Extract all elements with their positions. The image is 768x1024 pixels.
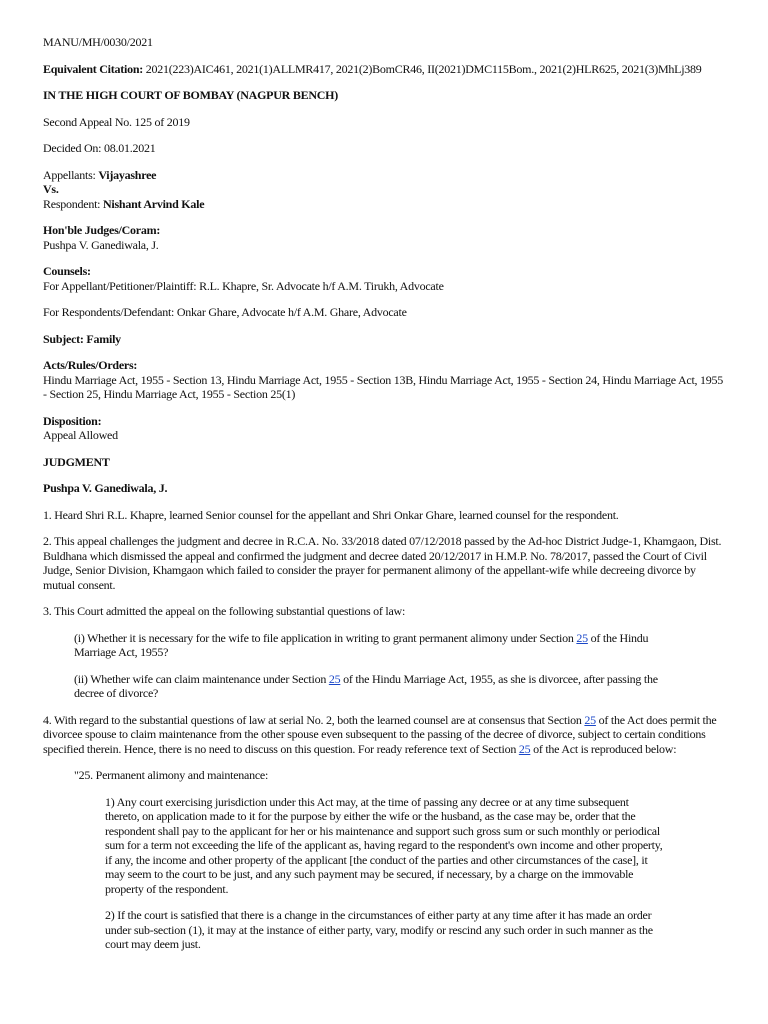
judges-block [43,223,727,252]
decided-on-date: Decided On: 08.01.2021 [43,141,156,155]
question-1-text-b: of the Hindu Marriage Act, 1955? [74,630,649,659]
paragraph-3: 3. This Court admitted the appeal on the following substantial questions of law: [43,604,406,618]
question-1-text-a: (i) Whether it is necessary for the wife to file application in writing to grant permanent alimony under Section [74,630,577,645]
judges-label: Hon'ble Judges/Coram: [43,223,161,237]
acts-label: Acts/Rules/Orders: [43,358,138,372]
paragraph-4-text-c: of the Act is reproduced below: [530,741,677,756]
respondent-counsel: For Respondents/Defendant: Onkar Ghare, Advocate h/f A.M. Ghare, Advocate [43,305,407,319]
section-25-link[interactable]: 25 [518,741,531,756]
appellants-label: Appellants: [43,167,99,182]
appellant-counsel: For Appellant/Petitioner/Plaintiff: R.L. Khapre, Sr. Advocate h/f A.M. Tirukh, Advocate [43,278,444,293]
acts-value: Hindu Marriage Act, 1955 - Section 13, Hindu Marriage Act, 1955 - Section 13B, Hindu Marriage Act, 1955 - Section 24, Hindu Marriage Act, 1955 - Section 25, Hindu Marriage Act, 1955 - Section 25(1) [43,372,724,401]
equivalent-citation [43,62,727,77]
parties-block [43,168,727,212]
paragraph-1: 1. Heard Shri R.L. Khapre, learned Senior counsel for the appellant and Shri Onkar Ghare, learned counsel for the respondent. [43,507,619,522]
disposition-value: Appeal Allowed [43,428,118,442]
quote-subsection-2: 2) If the court is satisfied that there is a change in the circumstances of either party at any time after it has made an order under sub-section (1), it may at the instance of either party, vary, modify or rescind any such order in such manner as the court may deem just. [105,908,653,951]
disposition-label: Disposition: [43,413,102,428]
acts-block [43,358,727,402]
paragraph-4-text-b: of the Act does permit the divorcee spouse to claim maintenance from the other spouse even subsequent to the passing of the decree of divorce, subject to certain conditions specified therein. Hence, there is no need to discuss on this question. For ready reference text of Section [43,712,717,756]
respondent-name: Nishant Arvind Kale [103,196,205,211]
judgment-document [43,35,727,964]
question-1 [74,631,684,660]
quote-heading: "25. Permanent alimony and maintenance: [74,768,269,782]
judges-value: Pushpa V. Ganediwala, J. [43,237,159,252]
judgment-heading: JUDGMENT [43,454,110,469]
paragraph-2: 2. This appeal challenges the judgment and decree in R.C.A. No. 33/2018 dated 07/12/2018 passed by the Ad-hoc District Judge-1, Khamgaon, Dist. Buldhana which dismissed the appeal and confirmed the judgment and decree dated 20/12/2017 in H.M.P. No. 78/2017, passed the Court of Civil Judge, Senior Division, Khamgaon which failed to consider the prayer for permanent alimony of the appellant-wife while decreeing divorce by mutual consent. [43,534,722,592]
manu-citation-id: MANU/MH/0030/2021 [43,35,153,49]
subject-line: Subject: Family [43,331,121,346]
equivalent-citation-label: Equivalent Citation: [43,61,144,76]
respondent-line [43,197,727,212]
quote-subsection-1: 1) Any court exercising jurisdiction under this Act may, at the time of passing any decree or at any time subsequent thereto, on application made to it for the purpose by either the wife or the husband, as the case may be, order that the respondent shall pay to the applicant for her or his maintenance and support such gross sum or such monthly or periodical sum for a term not exceeding the life of the applicant as, having regard to the respondent's own income and other property, if any, the income and other property of the applicant [the conduct of the parties and other circumstances of the case], it may seem to the court to be just, and any such payment may be secured, if necessary, by a charge on the immovable property of the respondent. [105,794,663,896]
paragraph-4 [43,713,727,757]
paragraph-4-text-a: 4. With regard to the substantial questions of law at serial No. 2, both the learned counsel are at consensus that Section [43,712,585,727]
counsels-block [43,264,727,293]
court-name: IN THE HIGH COURT OF BOMBAY (NAGPUR BENCH) [43,88,338,102]
counsels-label: Counsels: [43,264,91,278]
question-2-text-b: of the Hindu Marriage Act, 1955, as she is divorcee, after passing the decree of divorce? [74,671,658,700]
question-2-text-a: (ii) Whether wife can claim maintenance under Section [74,671,329,686]
case-number: Second Appeal No. 125 of 2019 [43,114,190,129]
disposition-block [43,414,727,443]
judge-heading: Pushpa V. Ganediwala, J. [43,481,168,495]
equivalent-citation-value: 2021(223)AIC461, 2021(1)ALLMR417, 2021(2)BomCR46, II(2021)DMC115Bom., 2021(2)HLR625, 2021(3)MhLj389 [143,61,702,76]
section-25-link[interactable]: 25 [576,630,588,645]
section-25-link[interactable]: 25 [584,712,596,727]
question-2 [74,672,684,701]
appellants-line [43,168,727,183]
appellants-name: Vijayashree [98,167,157,182]
respondent-label: Respondent: [43,196,103,211]
versus-label: Vs. [43,182,59,196]
section-25-link[interactable]: 25 [328,671,341,686]
